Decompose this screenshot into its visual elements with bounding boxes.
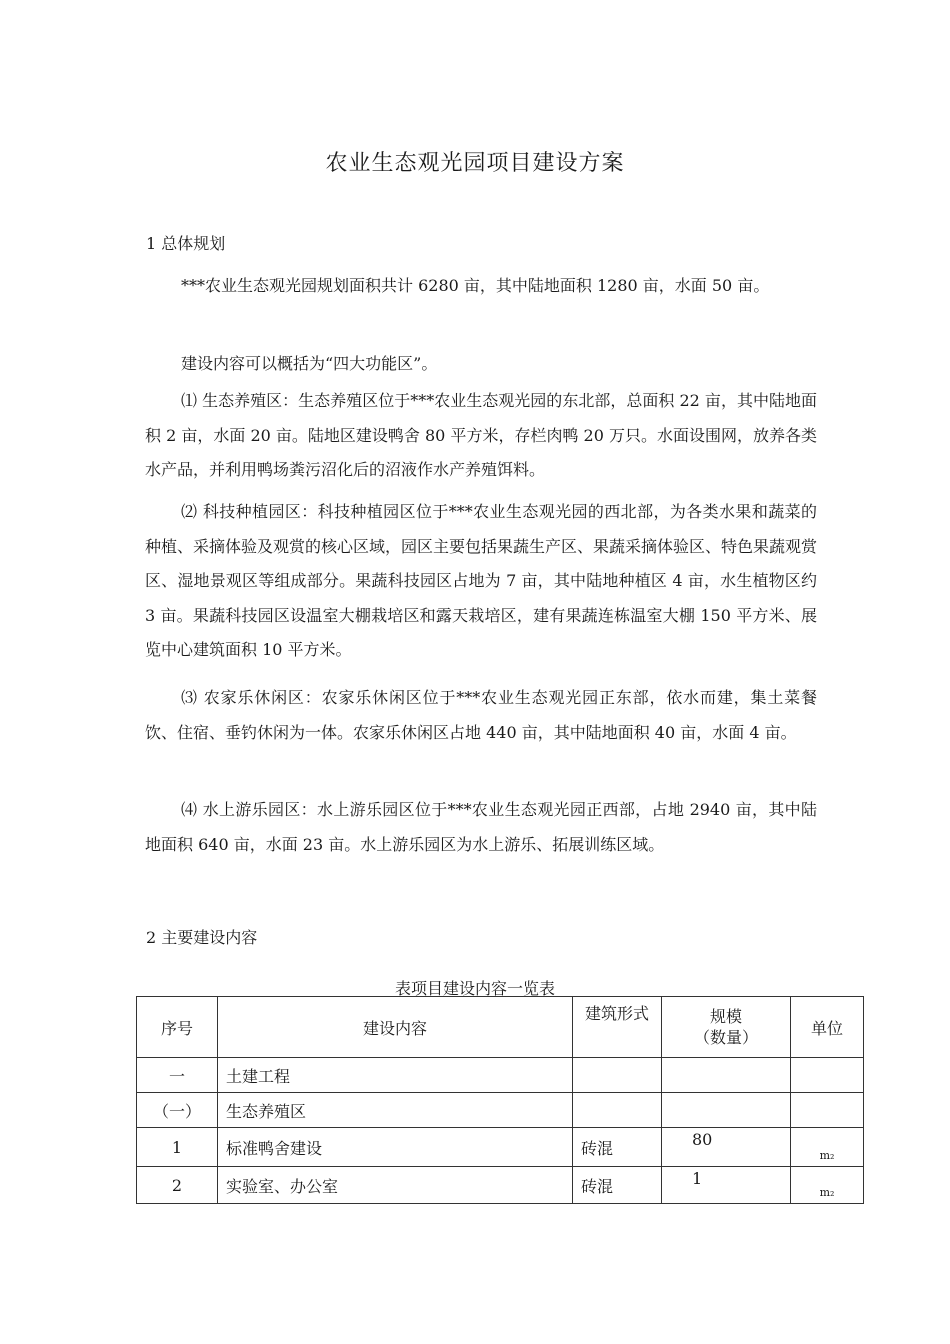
page-title: 农业生态观光园项目建设方案 [325,151,625,176]
header-content: 建设内容 [218,997,573,1058]
header-unit: 单位 [791,997,864,1058]
cell-form [573,1093,662,1128]
cell-content: 土建工程 [218,1058,573,1093]
paragraph-zone-1: ⑴ 生态养殖区：生态养殖区位于***农业生态观光园的东北部，总面积 22 亩，其中陆地面积 2 亩，水面 20 亩。陆地区建设鸭舍 80 平方米，存栏肉鸭 20 万只。水面设围网，放养各类水产品，并利用鸭场粪污沼化后的沼液作水产养殖饵料。 [145,391,817,479]
paragraph-four-zones: 建设内容可以概括为“四大功能区”。 [181,354,438,373]
table-header-row [137,997,864,1058]
cell-form: 砖混 [573,1128,662,1167]
cell-qty: 80 [662,1128,791,1167]
cell-qty [662,1058,791,1093]
header-form: 建筑形式 [573,997,662,1058]
section-heading-1: 1 总体规划 [146,234,226,253]
header-no: 序号 [137,997,218,1058]
table-row [137,1093,864,1128]
cell-no: 一 [137,1058,218,1093]
paragraph-overview: ***农业生态观光园规划面积共计 6280 亩，其中陆地面积 1280 亩，水面 50 亩。 [181,276,770,295]
cell-content: 实验室、办公室 [218,1167,573,1204]
cell-no: （一） [137,1093,218,1128]
table-row [137,1128,864,1167]
paragraph-zone-4: ⑷ 水上游乐园区：水上游乐园区位于***农业生态观光园正西部，占地 2940 亩，其中陆地面积 640 亩，水面 23 亩。水上游乐园区为水上游乐、拓展训练区域。 [145,800,817,854]
cell-content: 生态养殖区 [218,1093,573,1128]
table-caption: 表项目建设内容一览表 [394,979,555,998]
paragraph-zone-2: ⑵ 科技种植园区：科技种植园区位于***农业生态观光园的西北部，为各类水果和蔬菜的种植、采摘体验及观赏的核心区域，园区主要包括果蔬生产区、果蔬采摘体验区、特色果蔬观赏区、湿地景观区等组成部分。果蔬科技园区占地为 7 亩，其中陆地种植区 4 亩，水生植物区约 3 亩。果蔬科技园区设温室大棚栽培区和露天栽培区，建有果蔬连栋温室大棚 150 平方米、展览中心建筑面积 10 平方米。 [145,502,818,659]
cell-no: 2 [137,1167,218,1204]
cell-unit: m₂ [791,1167,864,1204]
cell-content: 标准鸭舍建设 [218,1128,573,1167]
cell-qty [662,1093,791,1128]
construction-table [136,996,864,1204]
cell-unit [791,1093,864,1128]
header-scale-label: 规模 [709,1007,742,1026]
cell-qty: 1 [662,1167,791,1204]
paragraph-zone-3: ⑶ 农家乐休闲区：农家乐休闲区位于***农业生态观光园正东部，依水而建，集土菜餐饮、住宿、垂钓休闲为一体。农家乐休闲区占地 440 亩，其中陆地面积 40 亩，水面 4 亩。 [145,688,817,742]
cell-form [573,1058,662,1093]
table-row [137,1058,864,1093]
header-scale [662,997,791,1058]
header-scale-sub: （数量） [693,1028,758,1047]
cell-unit: m₂ [791,1128,864,1167]
cell-no: 1 [137,1128,218,1167]
cell-form: 砖混 [573,1167,662,1204]
table-row [137,1167,864,1204]
section-heading-2: 2 主要建设内容 [146,928,258,947]
cell-unit [791,1058,864,1093]
